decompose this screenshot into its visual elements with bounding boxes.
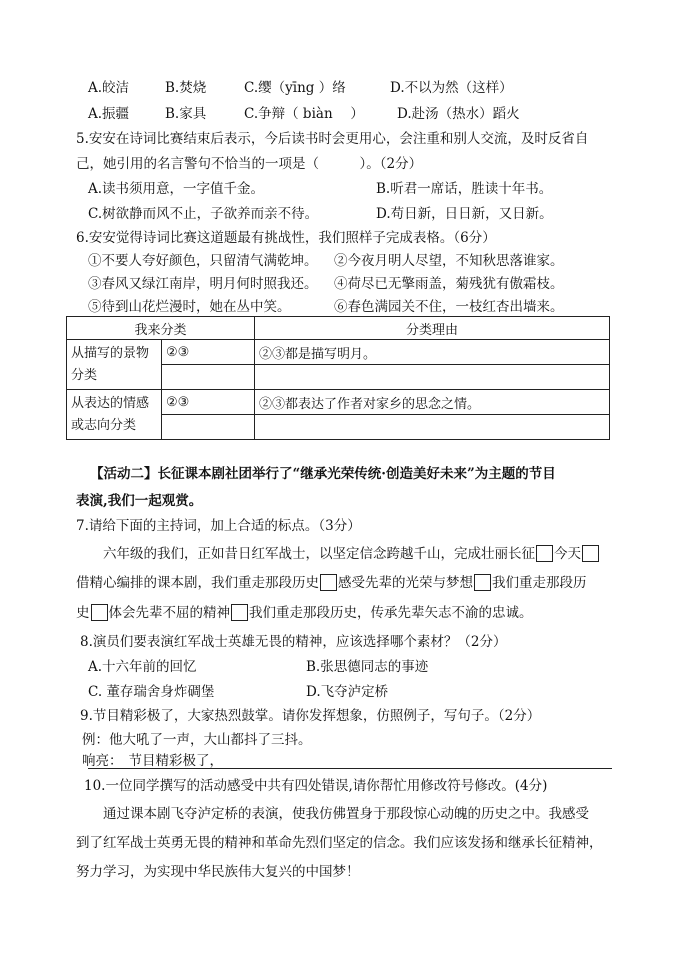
q4-option-a2: A.振疆 xyxy=(88,106,130,122)
activity2-line1: 【活动二】长征课本剧社团举行了“继承光荣传统·创造美好未来”为主题的节目 xyxy=(90,466,556,482)
q5-option-d: D.苟日新，日日新，又日新。 xyxy=(376,206,553,222)
table-header-reason: 分类理由 xyxy=(255,317,610,340)
q5-stem-line2: 己，她引用的名言警句不恰当的一项是（ ）。（2分） xyxy=(76,156,423,172)
q7-passage-line1: 六年级的我们，正如昔日红军战士，以坚定信念跨越千山，完成壮丽长征 今天 xyxy=(103,545,600,563)
table-answer-emotion-blank[interactable] xyxy=(162,415,255,440)
table-reason-scenery[interactable]: ②③都是描写明月。 xyxy=(255,340,610,365)
q4-option-d1: D.不以为然（这样） xyxy=(390,80,513,96)
q8-option-b: B.张思德同志的事迹 xyxy=(306,659,429,675)
q6-poem-5: ⑤待到山花烂漫时，她在丛中笑。 xyxy=(88,299,291,315)
q4-option-b2: B.家具 xyxy=(165,106,207,122)
punctuation-blank-2[interactable] xyxy=(582,545,599,562)
q6-poem-3: ③春风又绿江南岸，明月何时照我还。 xyxy=(88,276,318,292)
q4-option-b1: B.焚烧 xyxy=(165,80,207,96)
q7-passage-line3: 史 体会先辈不屈的精神 我们重走那段历史，传承先辈矢志不渝的忠诚。 xyxy=(76,605,533,621)
table-answer-scenery-blank[interactable] xyxy=(162,365,255,390)
table-category-scenery: 从描写的景物分类 xyxy=(67,340,162,390)
table-reason-scenery-blank[interactable] xyxy=(255,365,610,390)
q7-passage-line2: 借精心编排的课本剧，我们重走那段历史 感受先辈的光荣与梦想 我们重走那段历 xyxy=(76,575,587,591)
classification-table xyxy=(66,316,610,440)
table-answer-emotion[interactable]: ②③ xyxy=(162,390,255,415)
punctuation-blank-1[interactable] xyxy=(536,545,553,562)
q6-poem-6: ⑥春色满园关不住，一枝红杏出墙来。 xyxy=(334,299,564,315)
q4-option-c1: C.缨（yīng ）络 xyxy=(244,80,346,96)
q6-poem-4: ④荷尽已无擎雨盖，菊残犹有傲霜枝。 xyxy=(334,276,564,292)
q6-stem: 6.安安觉得诗词比赛这道题最有挑战性，我们照样子完成表格。（6分） xyxy=(76,230,496,246)
q9-answer-underline xyxy=(88,768,612,769)
punctuation-blank-4[interactable] xyxy=(474,574,491,591)
q6-poem-2: ②今夜月明人尽望，不知秋思落谁家。 xyxy=(334,253,564,269)
q8-option-c: C. 董存瑞舍身炸碉堡 xyxy=(88,684,215,700)
q7-stem: 7.请给下面的主持词，加上合适的标点。（3分） xyxy=(76,518,361,534)
q5-option-c: C.树欲静而风不止，子欲养而亲不待。 xyxy=(88,206,319,222)
table-category-emotion: 从表达的情感或志向分类 xyxy=(67,390,162,440)
q6-poem-1: ①不要人夸好颜色，只留清气满乾坤。 xyxy=(88,253,318,269)
q8-option-d: D.飞夺泸定桥 xyxy=(306,684,389,700)
q8-stem: 8.演员们要表演红军战士英雄无畏的精神，应该选择哪个素材？（2分） xyxy=(80,634,507,650)
q10-stem: 10.一位同学撰写的活动感受中共有四处错误,请你帮忙用修改符号修改。(4分) xyxy=(84,778,548,794)
q8-option-a: A.十六年前的回忆 xyxy=(88,659,197,675)
q5-option-a: A.读书须用意，一字值千金。 xyxy=(88,181,265,197)
punctuation-blank-3[interactable] xyxy=(320,574,337,591)
q9-answer-line[interactable]: 响亮： 节目精彩极了， xyxy=(82,753,223,769)
activity2-line2: 表演,我们一起观赏。 xyxy=(76,493,203,509)
q4-option-c2: C.争辩（ biàn ） xyxy=(244,106,364,122)
q5-stem-line1: 5.安安在诗词比赛结束后表示，今后读书时会更用心，会注重和别人交流，及时反省自 xyxy=(76,131,589,147)
table-reason-emotion[interactable]: ②③都表达了作者对家乡的思念之情。 xyxy=(255,390,610,415)
table-answer-scenery[interactable]: ②③ xyxy=(162,340,255,365)
q10-passage-line3: 努力学习，为实现中华民族伟大复兴的中国梦！ xyxy=(76,864,360,880)
q10-passage-line1: 通过课本剧飞夺泸定桥的表演，使我仿佛置身于那段惊心动魄的历史之中。我感受 xyxy=(103,806,589,822)
q4-option-a1: A.皎洁 xyxy=(88,80,130,96)
table-header-category: 我来分类 xyxy=(67,317,255,340)
table-reason-emotion-blank[interactable] xyxy=(255,415,610,440)
punctuation-blank-5[interactable] xyxy=(91,604,108,621)
q5-option-b: B.听君一席话，胜读十年书。 xyxy=(376,181,553,197)
q4-option-d2: D.赴汤（热水）蹈火 xyxy=(397,106,520,122)
punctuation-blank-6[interactable] xyxy=(231,604,248,621)
q9-stem: 9.节目精彩极了，大家热烈鼓掌。请你发挥想象，仿照例子，写句子。（2分） xyxy=(80,708,541,724)
q10-passage-line2: 到了红军战士英勇无畏的精神和革命先烈们坚定的信念。我们应该发扬和继承长征精神， xyxy=(76,835,603,851)
q9-example: 例：他大吼了一声，大山都抖了三抖。 xyxy=(82,732,312,748)
